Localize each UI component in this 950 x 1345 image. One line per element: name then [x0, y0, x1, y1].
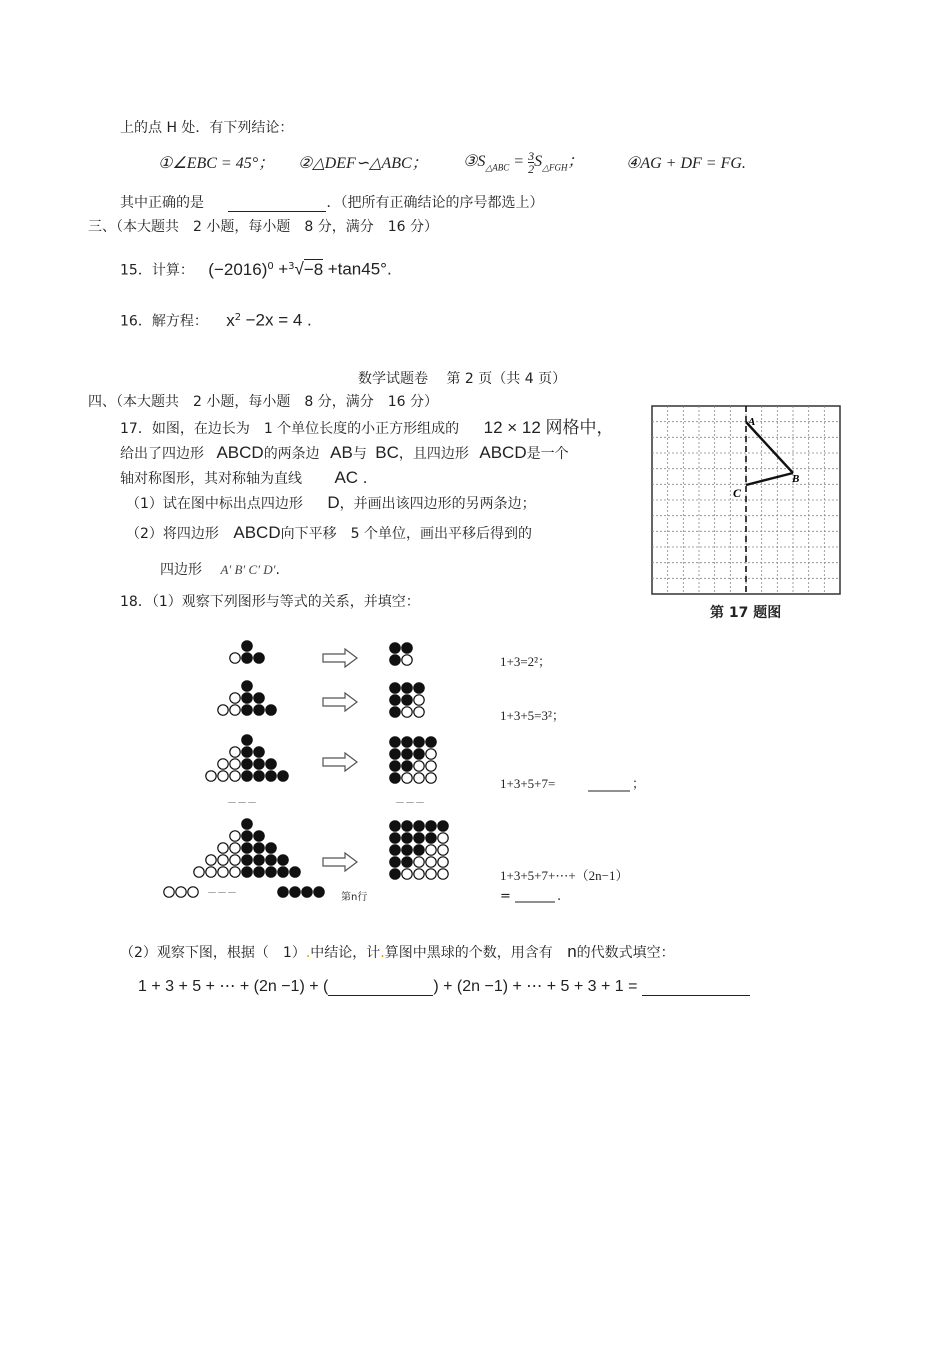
black-ball: [390, 749, 400, 759]
c3-end: ；: [567, 153, 584, 171]
q17-l2f: BC: [375, 443, 399, 462]
black-ball: [242, 735, 252, 745]
black-ball: [390, 707, 400, 717]
label-a: A: [748, 416, 756, 428]
black-ball: [242, 705, 252, 715]
white-ball: [206, 771, 216, 781]
black-ball: [254, 653, 264, 663]
q17-p3a: 四边形: [160, 562, 202, 578]
q17-part2-cont: [160, 561, 280, 579]
black-ball: [278, 887, 288, 897]
white-ball: [426, 857, 436, 867]
black-ball: [278, 855, 288, 865]
black-ball: [402, 749, 412, 759]
white-ball: [230, 867, 240, 877]
q15-tan: tan45°.: [337, 259, 392, 279]
eq-4: 1+3+5+7+⋯+（2n−1）: [500, 868, 629, 883]
q17-part1: [126, 494, 536, 513]
white-ball: [438, 869, 448, 879]
q17-l1b: 12 × 12 网格中，: [483, 418, 614, 437]
eq-3-end: ；: [632, 777, 646, 792]
black-ball: [266, 771, 276, 781]
final-blank-1[interactable]: [328, 979, 433, 996]
white-ball: [426, 869, 436, 879]
black-ball: [254, 831, 264, 841]
grid-svg: [651, 405, 841, 595]
q18-part2d: n: [567, 942, 577, 961]
black-ball: [254, 693, 264, 703]
black-ball: [290, 867, 300, 877]
black-ball: [254, 705, 264, 715]
q16-exponent: 2: [234, 312, 242, 323]
q17-p3c: .: [275, 562, 280, 578]
black-ball: [390, 761, 400, 771]
white-ball: [402, 707, 412, 717]
black-ball: [402, 821, 412, 831]
black-ball: [390, 857, 400, 867]
q16-label: 16．解方程：: [120, 313, 208, 330]
black-ball: [390, 643, 400, 653]
white-ball: [230, 771, 240, 781]
white-ball: [230, 855, 240, 865]
black-ball: [390, 845, 400, 855]
q18-intro: 18．（1）观察下列图形与等式的关系，并填空：: [120, 594, 420, 610]
q17-l2e: 与: [352, 446, 367, 462]
black-ball: [402, 643, 412, 653]
correct-hint: ．（把所有正确结论的序号都选上）: [326, 195, 544, 211]
black-ball: [414, 683, 424, 693]
black-ball: [402, 833, 412, 843]
white-ball: [230, 705, 240, 715]
q17-p2c: 向下平移 5 个单位，画出平移后得到的: [280, 526, 532, 542]
black-ball: [242, 681, 252, 691]
black-ball: [390, 869, 400, 879]
black-ball: [402, 683, 412, 693]
white-ball: [402, 773, 412, 783]
black-ball: [402, 737, 412, 747]
arrow-icon: [323, 693, 357, 711]
eq-4-end: .: [557, 889, 562, 904]
q17-l2g: ，且四边形: [398, 446, 469, 462]
dot-patterns: [164, 641, 448, 899]
black-ball: [254, 867, 264, 877]
eq-4-eq: =: [500, 889, 511, 904]
black-ball: [242, 867, 252, 877]
eq-3-text: 1+3+5+7=: [500, 776, 556, 791]
q15-base: (−2016): [208, 259, 268, 279]
black-ball: [242, 831, 252, 841]
black-ball: [414, 833, 424, 843]
black-ball: [390, 833, 400, 843]
black-ball: [314, 887, 324, 897]
white-ball: [230, 747, 240, 757]
row-ellipsis: －－－: [207, 888, 237, 899]
q18-part2c: 算图中黑球的个数，用含有: [384, 945, 553, 961]
black-ball: [426, 821, 436, 831]
white-ball: [402, 869, 412, 879]
q17-l3a: 轴对称图形，其对称轴为直线: [120, 471, 302, 487]
label-c: C: [733, 486, 742, 500]
black-ball: [266, 759, 276, 769]
q17-line1: [120, 419, 614, 438]
white-ball: [230, 831, 240, 841]
white-ball: [414, 857, 424, 867]
arrow-icon: [323, 753, 357, 771]
black-ball: [402, 761, 412, 771]
black-ball: [266, 855, 276, 865]
q15-exponent: 0: [267, 261, 274, 272]
white-ball: [230, 843, 240, 853]
black-ball: [438, 821, 448, 831]
correct-line: [120, 194, 543, 212]
white-ball: [438, 845, 448, 855]
c3-sub1: △ABC: [485, 162, 510, 173]
white-ball: [218, 771, 228, 781]
correct-label: 其中正确的是: [120, 195, 204, 211]
line-h-text: 上的点 H 处．有下列结论：: [120, 120, 294, 136]
arrow-icon: [323, 853, 357, 871]
q15: [120, 258, 392, 280]
black-ball: [254, 855, 264, 865]
white-ball: [218, 867, 228, 877]
ellipsis-right: －－－: [395, 798, 425, 809]
white-ball: [230, 693, 240, 703]
black-ball: [242, 819, 252, 829]
black-ball: [390, 683, 400, 693]
q18-part2e: 的代数式填空：: [576, 945, 675, 961]
q18-part2: （2）观察下图，根据（ 1）.中结论，计.算图中黑球的个数，用含有 n的代数式填空：: [120, 942, 675, 961]
c3-s: ③S: [463, 153, 486, 171]
black-ball: [414, 845, 424, 855]
eq-2: 1+3+5=3²；: [500, 708, 565, 723]
black-ball: [242, 771, 252, 781]
black-ball: [390, 737, 400, 747]
black-ball: [254, 843, 264, 853]
q17-part2: [126, 524, 532, 543]
q18-final-eq: [138, 978, 750, 996]
white-ball: [414, 773, 424, 783]
q17-p1a: （1）试在图中标出点四边形: [126, 496, 303, 512]
white-ball: [426, 749, 436, 759]
white-ball: [206, 867, 216, 877]
white-ball: [426, 845, 436, 855]
white-ball: [414, 707, 424, 717]
black-ball: [242, 653, 252, 663]
q15-label: 15．计算：: [120, 262, 194, 279]
q17-p1b: D: [327, 493, 340, 512]
black-ball: [402, 695, 412, 705]
black-ball: [426, 833, 436, 843]
q17-grid-figure: [651, 405, 841, 595]
black-ball: [266, 867, 276, 877]
q17-p3b: A′ B′ C′ D′: [220, 562, 276, 577]
c3-s2: S: [534, 153, 543, 171]
conclusion-3: [463, 150, 584, 180]
black-ball: [302, 887, 312, 897]
black-ball: [390, 695, 400, 705]
white-ball: [188, 887, 198, 897]
conclusion-4: ④AG + DF = FG.: [626, 155, 746, 172]
ellipsis-left: －－－: [227, 798, 257, 809]
white-ball: [426, 761, 436, 771]
black-ball: [254, 747, 264, 757]
white-ball: [438, 857, 448, 867]
white-ball: [438, 833, 448, 843]
final-eq-left: 1 + 3 + 5 + ⋯ + (2n −1) + (: [138, 978, 329, 995]
black-ball: [266, 705, 276, 715]
q17-l2a: 给出了四边形: [120, 446, 204, 462]
q17-line3: [120, 469, 368, 488]
q15-root-index: 3: [288, 261, 295, 272]
black-ball: [242, 759, 252, 769]
page-footer: 数学试题卷 第 2 页（共 4 页）: [358, 371, 567, 387]
q16-x: x: [226, 310, 235, 330]
eq-1: 1+3=2²；: [500, 654, 552, 669]
q17-l1a: 17．如图，在边长为 1 个单位长度的小正方形组成的: [120, 421, 460, 437]
answer-blank[interactable]: [228, 211, 326, 212]
q17-p1c: ，并画出该四边形的另两条边；: [339, 496, 536, 512]
black-ball: [390, 773, 400, 783]
q17-l3b: AC .: [334, 468, 368, 487]
white-ball: [230, 759, 240, 769]
q18-dots-figure: [155, 636, 845, 908]
conclusion-1: ①∠EBC = 45°；: [158, 155, 275, 172]
row-n-label: 第n行: [341, 892, 368, 903]
black-ball: [390, 655, 400, 665]
final-eq-right: ) + (2n −1) + ⋯ + 5 + 3 + 1 =: [433, 978, 638, 995]
label-b: B: [792, 473, 800, 485]
white-ball: [414, 869, 424, 879]
black-ball: [278, 771, 288, 781]
section-4-heading: 四、（本大题共 2 小题，每小题 8 分，满分 16 分）: [88, 394, 438, 410]
section-3-heading: 三、（本大题共 2 小题，每小题 8 分，满分 16 分）: [88, 219, 438, 235]
radical-icon: √: [294, 259, 304, 279]
white-ball: [402, 655, 412, 665]
q17-l2d: AB: [330, 443, 353, 462]
q17-p2b: ABCD: [233, 523, 281, 542]
q18-part2a: （2）观察下图，根据（ 1）: [120, 945, 306, 961]
figure-17-caption: 第 17 题图: [710, 605, 782, 621]
q15-plus1: +: [278, 259, 289, 279]
black-ball: [242, 641, 252, 651]
black-ball: [414, 737, 424, 747]
black-ball: [266, 843, 276, 853]
white-ball: [414, 761, 424, 771]
q16: [120, 309, 312, 331]
conclusion-2: ②△DEF∽△ABC；: [298, 155, 428, 172]
q18-part2b: 中结论，计: [310, 945, 381, 961]
black-ball: [390, 821, 400, 831]
white-ball: [218, 759, 228, 769]
q16-rest: −2x = 4 .: [245, 310, 312, 330]
c3-den: 2: [528, 162, 535, 176]
q17-l2i: 是一个: [526, 446, 569, 462]
arrow-icon: [323, 649, 357, 667]
black-ball: [242, 747, 252, 757]
q17-p2a: （2）将四边形: [126, 526, 219, 542]
dots-svg: [155, 636, 845, 908]
white-ball: [218, 705, 228, 715]
black-ball: [278, 867, 288, 877]
white-ball: [426, 773, 436, 783]
q15-plus2: +: [327, 259, 338, 279]
white-ball: [218, 843, 228, 853]
q15-radicand: −8: [303, 259, 324, 279]
white-ball: [206, 855, 216, 865]
black-ball: [290, 887, 300, 897]
black-ball: [402, 845, 412, 855]
c3-sub2: △FGH: [542, 162, 568, 173]
q17-l2b: ABCD: [216, 443, 264, 462]
black-ball: [254, 759, 264, 769]
c3-num: 3: [528, 149, 535, 163]
c3-eq: =: [509, 153, 529, 171]
eq-3: [500, 776, 555, 791]
black-ball: [402, 857, 412, 867]
black-ball: [242, 855, 252, 865]
white-ball: [164, 887, 174, 897]
black-ball: [426, 737, 436, 747]
black-ball: [242, 693, 252, 703]
white-ball: [176, 887, 186, 897]
white-ball: [230, 653, 240, 663]
black-ball: [414, 749, 424, 759]
q17-line2: [120, 444, 569, 463]
final-blank-2[interactable]: [642, 979, 750, 996]
white-ball: [414, 695, 424, 705]
q17-l2h: ABCD: [479, 443, 527, 462]
black-ball: [242, 843, 252, 853]
black-ball: [414, 821, 424, 831]
black-ball: [254, 771, 264, 781]
white-ball: [218, 855, 228, 865]
q17-l2c: 的两条边: [263, 446, 320, 462]
white-ball: [194, 867, 204, 877]
